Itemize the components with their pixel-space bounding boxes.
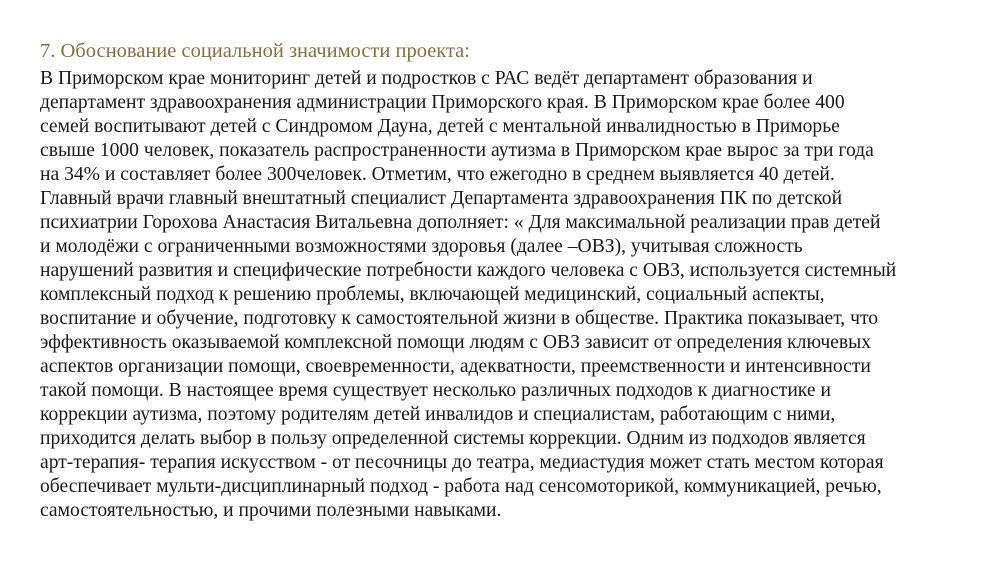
section-body	[40, 67, 970, 523]
body-line: арт-терапия- терапия искусством - от песочницы до театра, медиастудия может стать местом которая	[40, 452, 884, 473]
body-line: свыше 1000 человек, показатель распространенности аутизма в Приморском крае вырос за три года	[40, 140, 874, 161]
body-line: Главный врачи главный внештатный специалист Департамента здравоохранения ПК по детской	[40, 188, 843, 209]
body-line: на 34% и составляет более 300человек. Отметим, что ежегодно в среднем выявляется 40 детей.	[40, 164, 835, 185]
document-page	[40, 38, 970, 523]
body-line: коррекции аутизма, поэтому родителям детей инвалидов и специалистам, работающим с ними,	[40, 404, 836, 425]
body-line: департамент здравоохранения администрации Приморского края. В Приморском крае более 400	[40, 92, 845, 113]
body-line: обеспечивает мульти-дисциплинарный подход - работа над сенсомоторикой, коммуникацией, речью,	[40, 476, 882, 497]
body-line: и молодёжи с ограниченными возможностями здоровья (далее –ОВЗ), учитывая сложность	[40, 236, 803, 257]
body-line: такой помощи. В настоящее время существует несколько различных подходов к диагностике и	[40, 380, 831, 401]
body-line: нарушений развития и специфические потребности каждого человека с ОВЗ, используется системный	[40, 260, 897, 281]
body-line: аспектов организации помощи, своевременности, адекватности, преемственности и интенсивности	[40, 356, 871, 377]
body-line: самостоятельностью, и прочими полезными навыками.	[40, 500, 502, 521]
body-line: семей воспитывают детей с Синдромом Дауна, детей с ментальной инвалидностью в Приморье	[40, 116, 840, 137]
section-heading: 7. Обоснование социальной значимости проекта:	[40, 40, 470, 62]
body-line: приходится делать выбор в пользу определенной системы коррекции. Одним из подходов является	[40, 428, 866, 449]
body-line: воспитание и обучение, подготовку к самостоятельной жизни в обществе. Практика показывает, что	[40, 308, 879, 329]
body-line: психиатрии Горохова Анастасия Витальевна дополняет: « Для максимальной реализации прав детей	[40, 212, 881, 233]
body-line: В Приморском крае мониторинг детей и подростков с РАС ведёт департамент образования и	[40, 68, 813, 89]
body-line: эффективность оказываемой комплексной помощи людям с ОВЗ зависит от определения ключевых	[40, 332, 872, 353]
body-line: комплексный подход к решению проблемы, включающей медицинский, социальный аспекты,	[40, 284, 825, 305]
